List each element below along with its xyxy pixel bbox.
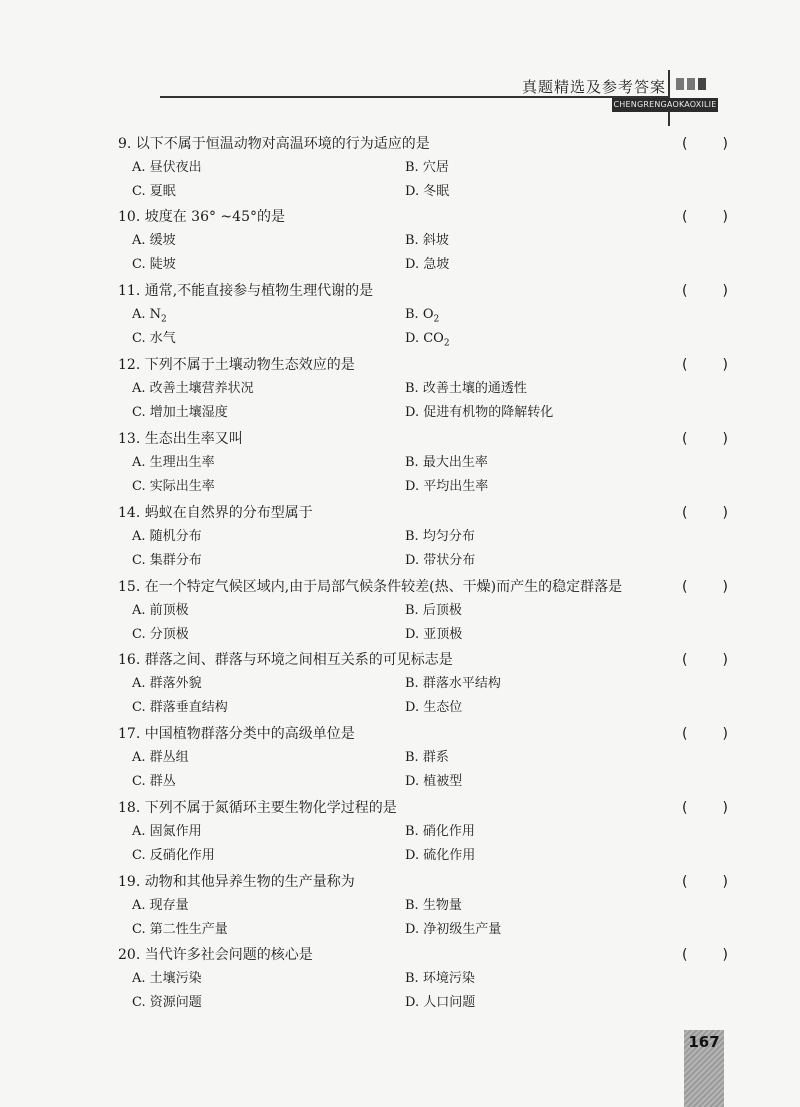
option-d: D. $CO_2$ — [405, 331, 450, 349]
question-16 — [118, 648, 728, 720]
option-d: D. 平均出生率 — [405, 479, 489, 494]
option-d: D. 生态位 — [405, 700, 463, 715]
option-b: B. 环境污染 — [405, 971, 475, 986]
option-a: A. 昼伏夜出 — [132, 160, 202, 175]
option-d: D. 冬眠 — [405, 184, 450, 199]
option-d: D. 人口问题 — [405, 995, 476, 1010]
answer-bracket: ( ) — [682, 357, 728, 373]
question-19 — [118, 870, 728, 942]
header-rule — [160, 96, 668, 98]
option-d: D. 急坡 — [405, 257, 450, 272]
question-stem: 9. 以下不属于恒温动物对高温环境的行为适应的是 — [118, 136, 430, 152]
question-12 — [118, 353, 728, 425]
option-b: B. 均匀分布 — [405, 529, 475, 544]
question-11 — [118, 279, 728, 351]
question-stem: 14. 蚂蚁在自然界的分布型属于 — [118, 505, 313, 521]
option-a: A. 固氮作用 — [132, 824, 202, 839]
option-c: C. 群落垂直结构 — [132, 700, 228, 715]
option-d: D. 亚顶极 — [405, 627, 463, 642]
option-c: C. 夏眠 — [132, 184, 176, 199]
option-d: D. 净初级生产量 — [405, 922, 502, 937]
option-a: A. 群丛组 — [132, 750, 189, 765]
answer-bracket: ( ) — [682, 209, 728, 225]
option-c: C. 群丛 — [132, 774, 176, 789]
answer-bracket: ( ) — [682, 136, 728, 152]
question-18 — [118, 796, 728, 868]
question-stem: 18. 下列不属于氮循环主要生物化学过程的是 — [118, 800, 397, 816]
header-series-band: CHENGRENGAOKAOXILIE — [612, 98, 718, 112]
option-a: A. 改善土壤营养状况 — [132, 381, 254, 396]
option-c: C. 资源问题 — [132, 995, 202, 1010]
option-c: C. 反硝化作用 — [132, 848, 215, 863]
option-a: A. 生理出生率 — [132, 455, 215, 470]
header-decoration — [676, 78, 706, 90]
option-d: D. 硫化作用 — [405, 848, 476, 863]
question-stem: 16. 群落之间、群落与环境之间相互关系的可见标志是 — [118, 652, 453, 668]
option-b: B. 群落水平结构 — [405, 676, 501, 691]
option-c: C. 第二性生产量 — [132, 922, 228, 937]
question-14 — [118, 501, 728, 573]
question-stem: 11. 通常,不能直接参与植物生理代谢的是 — [118, 283, 374, 299]
option-c: C. 集群分布 — [132, 553, 202, 568]
option-b: B. 最大出生率 — [405, 455, 488, 470]
option-b: B. 穴居 — [405, 160, 449, 175]
question-20 — [118, 943, 728, 1015]
option-d: D. 带状分布 — [405, 553, 476, 568]
question-stem: 17. 中国植物群落分类中的高级单位是 — [118, 726, 355, 742]
option-a: A. 土壤污染 — [132, 971, 202, 986]
answer-bracket: ( ) — [682, 874, 728, 890]
answer-bracket: ( ) — [682, 505, 728, 521]
option-b: B. 群系 — [405, 750, 449, 765]
question-10 — [118, 205, 728, 277]
question-stem: 12. 下列不属于土壤动物生态效应的是 — [118, 357, 355, 373]
option-b: B. 改善土壤的通透性 — [405, 381, 527, 396]
option-c: C. 陡坡 — [132, 257, 176, 272]
answer-bracket: ( ) — [682, 283, 728, 299]
option-a: A. 前顶极 — [132, 603, 189, 618]
option-c: C. 增加土壤湿度 — [132, 405, 228, 420]
answer-bracket: ( ) — [682, 726, 728, 742]
option-a: A. 缓坡 — [132, 233, 176, 248]
option-a: A. $N_2$ — [132, 307, 167, 325]
question-9 — [118, 132, 728, 204]
question-15 — [118, 575, 728, 647]
option-b: B. 生物量 — [405, 898, 462, 913]
option-c: C. 实际出生率 — [132, 479, 215, 494]
option-a: A. 群落外貌 — [132, 676, 202, 691]
question-stem: 15. 在一个特定气候区域内,由于局部气候条件较差(热、干燥)而产生的稳定群落是 — [118, 579, 623, 595]
question-stem: 19. 动物和其他异养生物的生产量称为 — [118, 874, 355, 890]
option-c: C. 分顶极 — [132, 627, 189, 642]
question-stem: 10. 坡度在 36° ~45°的是 — [118, 209, 285, 225]
answer-bracket: ( ) — [682, 947, 728, 963]
page-number: 167 — [688, 1033, 720, 1051]
answer-bracket: ( ) — [682, 800, 728, 816]
option-d: D. 促进有机物的降解转化 — [405, 405, 554, 420]
answer-bracket: ( ) — [682, 652, 728, 668]
option-a: A. 现存量 — [132, 898, 189, 913]
question-13 — [118, 427, 728, 499]
option-b: B. 后顶极 — [405, 603, 462, 618]
option-b: B. $O_2$ — [405, 307, 440, 325]
question-17 — [118, 722, 728, 794]
question-stem: 13. 生态出生率又叫 — [118, 431, 243, 447]
answer-bracket: ( ) — [682, 579, 728, 595]
option-a: A. 随机分布 — [132, 529, 202, 544]
header-title: 真题精选及参考答案 — [521, 78, 666, 96]
option-b: B. 斜坡 — [405, 233, 449, 248]
option-b: B. 硝化作用 — [405, 824, 475, 839]
question-stem: 20. 当代许多社会问题的核心是 — [118, 947, 313, 963]
option-d: D. 植被型 — [405, 774, 463, 789]
answer-bracket: ( ) — [682, 431, 728, 447]
option-c: C. 水气 — [132, 331, 176, 346]
